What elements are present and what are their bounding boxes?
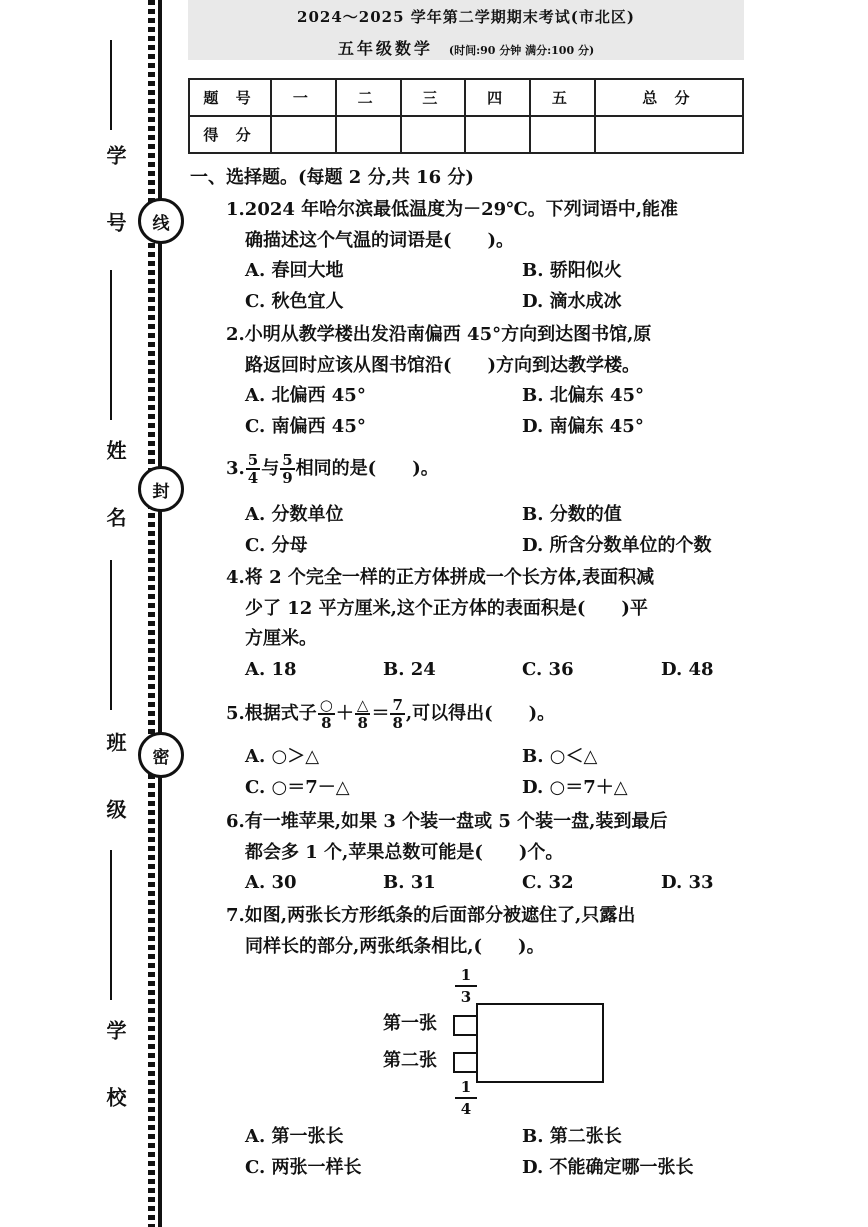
question-number: 7. [226, 905, 245, 926]
option[interactable]: B. 分数的值 [522, 504, 622, 525]
score-cell: 二 [336, 79, 401, 116]
numerator: △ [356, 696, 369, 714]
question-6 [226, 810, 667, 834]
question-number: 1. [226, 199, 245, 220]
denominator: 4 [460, 1100, 472, 1118]
exam-subtitle [188, 36, 744, 59]
denominator: 8 [357, 714, 368, 732]
numerator: 5 [247, 451, 259, 469]
fraction [280, 452, 294, 486]
score-cell: 四 [465, 79, 530, 116]
strip-one-label: 第一张 [383, 1013, 437, 1034]
option[interactable]: C. 36 [522, 659, 574, 680]
option[interactable]: D. 南偏东 45° [522, 416, 644, 437]
option[interactable]: B. 31 [383, 872, 436, 893]
option[interactable]: C. 南偏西 45° [245, 416, 366, 437]
question-1 [226, 198, 678, 222]
question-number: 2. [226, 324, 245, 345]
score-input-cell[interactable] [465, 116, 530, 153]
question-number: 3. [226, 458, 245, 479]
option[interactable]: A. 春回大地 [245, 260, 344, 281]
option[interactable]: D. ○＝7＋△ [522, 777, 628, 798]
field-class [100, 732, 130, 839]
score-table-header-row [189, 79, 743, 116]
question-text: 有一堆苹果,如果 3 个装一盘或 5 个装一盘,装到最后 [244, 811, 668, 832]
score-cell: 一 [271, 79, 336, 116]
binding-line [158, 0, 162, 1227]
numerator: 7 [392, 696, 403, 714]
field-line [110, 270, 112, 420]
option[interactable]: A. 分数单位 [245, 504, 344, 525]
option[interactable]: C. 分母 [245, 535, 308, 556]
numerator: 5 [282, 451, 293, 469]
question-text: 都会多 1 个,苹果总数可能是( )个。 [245, 842, 564, 863]
field-school [100, 1020, 130, 1127]
numerator: 1 [460, 1078, 472, 1096]
question-text: 2024 年哈尔滨最低温度为－29℃。下列词语中,能准 [244, 199, 679, 220]
exam-title: 2024～2025 学年第二学期期末考试(市北区) [297, 8, 635, 26]
fraction [246, 452, 260, 486]
score-input-cell[interactable] [401, 116, 466, 153]
question-text: 方厘米。 [245, 628, 317, 649]
score-input-cell[interactable] [595, 116, 743, 153]
option[interactable]: A. ○＞△ [245, 746, 320, 767]
score-input-cell[interactable] [530, 116, 595, 153]
field-line [110, 850, 112, 1000]
score-cell: 得 分 [189, 116, 271, 153]
question-5 [226, 696, 555, 732]
field-student-id [100, 145, 130, 252]
question-number: 4. [226, 567, 245, 588]
score-cell: 总 分 [595, 79, 743, 116]
score-table-score-row [189, 116, 743, 153]
field-line [110, 40, 112, 130]
field-line [110, 560, 112, 710]
option[interactable]: D. 滴水成冰 [522, 291, 622, 312]
option[interactable]: C. 秋色宜人 [245, 291, 344, 312]
seal-xian: 线 [138, 198, 184, 244]
question-text: ,可以得出( )。 [405, 703, 556, 724]
option[interactable]: A. 18 [245, 659, 297, 680]
question-text: 同样长的部分,两张纸条相比,( )。 [245, 936, 545, 957]
question-text: 相同的是( )。 [295, 458, 439, 479]
score-cell: 题 号 [189, 79, 271, 116]
question-text: 与 [261, 458, 280, 479]
denominator: 8 [392, 714, 403, 732]
section-heading: 一、选择题。(每题 2 分,共 16 分) [190, 167, 474, 188]
question-text: 根据式子 [244, 703, 317, 724]
question-4 [226, 566, 654, 590]
option[interactable]: A. 第一张长 [245, 1126, 344, 1147]
question-7 [226, 904, 635, 928]
question-text: 将 2 个完全一样的正方体拼成一个长方体,表面积减 [244, 567, 655, 588]
seal-feng: 封 [138, 466, 184, 512]
cover-rectangle [476, 1003, 604, 1083]
score-input-cell[interactable] [336, 116, 401, 153]
option[interactable]: D. 不能确定哪一张长 [522, 1157, 694, 1178]
question-text: 少了 12 平方厘米,这个正方体的表面积是( )平 [245, 598, 648, 619]
fraction [390, 697, 404, 731]
question-number: 5. [226, 703, 245, 724]
fraction [355, 697, 371, 731]
numerator: ○ [319, 696, 333, 714]
fraction [318, 697, 335, 731]
option[interactable]: C. 32 [522, 872, 574, 893]
strip-one [453, 1015, 478, 1036]
option[interactable]: C. ○＝7－△ [245, 777, 350, 798]
strip-two [453, 1052, 478, 1073]
field-label: 学 号 [103, 145, 127, 252]
seal-mi: 密 [138, 732, 184, 778]
strip-two-label: 第二张 [383, 1050, 437, 1071]
option[interactable]: A. 北偏西 45° [245, 385, 366, 406]
option[interactable]: D. 33 [661, 872, 714, 893]
question-number: 6. [226, 811, 245, 832]
binding-dots [148, 0, 155, 1227]
operator: ＋ [335, 703, 354, 724]
option[interactable]: B. 北偏东 45° [522, 385, 645, 406]
option[interactable]: B. 第二张长 [522, 1126, 622, 1147]
question-text: 路返回时应该从图书馆沿( )方向到达教学楼。 [245, 355, 641, 376]
question-text: 如图,两张长方形纸条的后面部分被遮住了,只露出 [244, 905, 636, 926]
subject-title: 五年级数学 [337, 39, 433, 58]
denominator: 8 [321, 714, 332, 732]
option[interactable]: B. 骄阳似火 [522, 260, 622, 281]
option[interactable]: D. 48 [661, 659, 714, 680]
question-text: 小明从教学楼出发沿南偏西 45°方向到达图书馆,原 [244, 324, 652, 345]
option[interactable]: B. 24 [383, 659, 436, 680]
field-label: 班 级 [103, 732, 127, 839]
question-3 [226, 452, 439, 486]
score-cell: 三 [401, 79, 466, 116]
denominator: 3 [460, 988, 472, 1006]
question-text: 确描述这个气温的词语是( )。 [245, 230, 515, 251]
question-2 [226, 323, 651, 347]
option[interactable]: C. 两张一样长 [245, 1157, 362, 1178]
field-label: 学 校 [103, 1020, 127, 1127]
option[interactable]: D. 所含分数单位的个数 [522, 535, 712, 556]
numerator: 1 [460, 966, 472, 984]
score-cell: 五 [530, 79, 595, 116]
option[interactable]: A. 30 [245, 872, 297, 893]
score-table [188, 78, 744, 154]
score-input-cell[interactable] [271, 116, 336, 153]
fraction-bottom [455, 1078, 477, 1118]
field-name [100, 440, 130, 547]
operator: ＝ [371, 703, 390, 724]
exam-meta: (时间:90 分钟 满分:100 分) [448, 44, 595, 57]
option[interactable]: B. ○＜△ [522, 746, 598, 767]
field-label: 姓 名 [103, 440, 127, 547]
denominator: 4 [247, 469, 259, 487]
fraction-top [455, 966, 477, 1006]
denominator: 9 [282, 469, 293, 487]
